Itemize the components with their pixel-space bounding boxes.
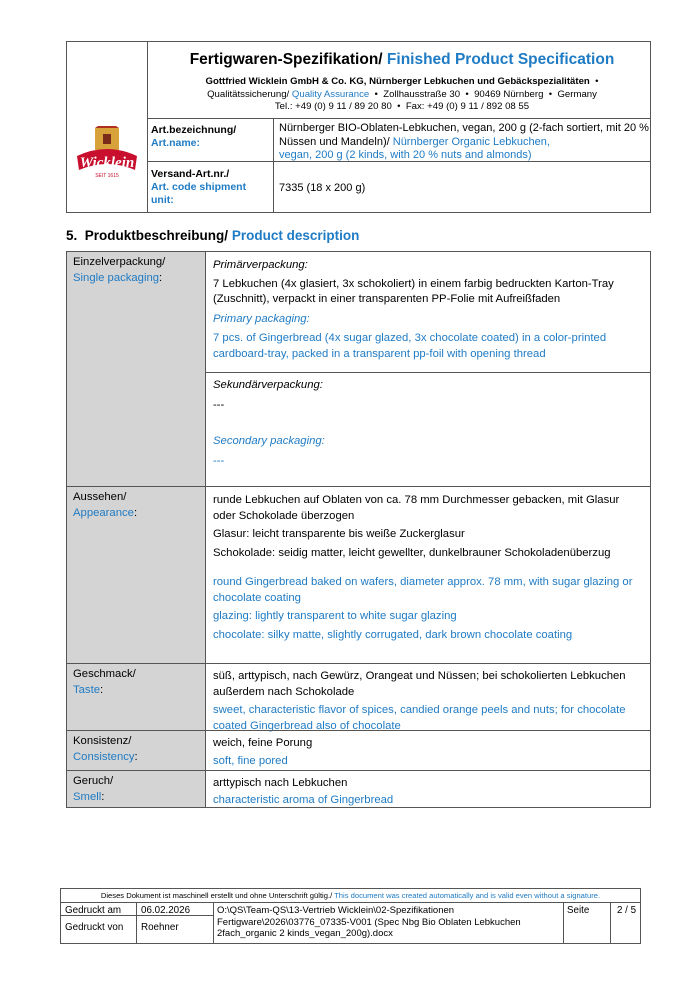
- art-name-value: Nürnberger BIO-Oblaten-Lebkuchen, vegan, 200 g (2-fach sortiert, mit 20 % Nüssen und Mandeln)/ Nürnberger Organic Lebkuchen, vegan, 200 g (2 kinds, with 20 % nuts and almonds): [279, 122, 649, 161]
- svg-text:Wicklein: Wicklein: [79, 155, 135, 171]
- auto-generated-note: Dieses Dokument ist maschinell erstellt und ohne Unterschrift gültig./ This document was created automatically and is valid even without a signature.: [61, 889, 640, 903]
- page-title: Fertigwaren-Spezifikation/ Finished Product Specification: [189, 51, 615, 68]
- consistency-text: weich, feine Porung soft, fine pored: [213, 737, 313, 767]
- section-heading: 5. Produktbeschreibung/ Product description: [66, 228, 360, 243]
- logo-cell: [67, 42, 148, 212]
- taste-text: süß, arttypisch, nach Gewürz, Orangeat und Nüssen; bei schokolierten Lebkuchen außerdem nach Schokolade sweet, characteristic flavor of spices, candied orange peels and nuts; for chocolate coated Gingerbread also of chocolate: [213, 670, 626, 732]
- divider: [273, 118, 274, 212]
- product-description-table: [66, 251, 651, 808]
- divider: [206, 372, 650, 373]
- company-address: Gottfried Wicklein GmbH & Co. KG, Nürnberger Lebkuchen und Gebäckspezialitäten • Qualitätssicherung/ Quality Assurance • Zollhausstraße 30 • 90469 Nürnberg • Germany Tel.: +49 (0) 9 11 / 89 20 80 • Fax: +49 (0) 9 11 / 892 08 55: [205, 76, 599, 112]
- label-cell: [67, 771, 206, 807]
- label-cell: [67, 731, 206, 770]
- printed-by-name: Roehner: [141, 922, 179, 933]
- appearance-label: Aussehen/ Appearance:: [73, 491, 138, 519]
- divider: [136, 902, 137, 943]
- smell-text: arttypisch nach Lebkuchen characteristic aroma of Gingerbread: [213, 777, 394, 806]
- document-footer: [60, 888, 641, 944]
- page-label: Seite: [567, 905, 590, 916]
- printed-on-date: 06.02.2026: [141, 905, 191, 916]
- packaging-label: Einzelverpackung/ Single packaging:: [73, 256, 166, 284]
- document-header: [66, 41, 651, 213]
- file-path: O:\QS\Team-QS\13-Vertrieb Wicklein\02-Spezifikationen Fertigware\2026\03776_07335-V001 (Spec Nbg Bio Oblaten Lebkuchen 2fach_organic 2 kinds_vegan_200g).docx: [217, 905, 521, 939]
- divider: [213, 902, 214, 943]
- printed-by-label: Gedruckt von: [65, 922, 124, 933]
- divider: [563, 902, 564, 943]
- art-name-label: Art.bezeichnung/ Art.name:: [151, 124, 237, 149]
- label-cell: [67, 252, 206, 486]
- svg-text:SEIT 1615: SEIT 1615: [95, 173, 119, 179]
- divider: [610, 902, 611, 943]
- page-number: 2 / 5: [617, 905, 637, 916]
- primary-packaging: Primärverpackung: 7 Lebkuchen (4x glasiert, 3x schokoliert) in einem farbig bedruckten Karton-Tray (Zuschnitt), verpackt in einer transparenten PP-Folie mit Aufreißfaden Primary packaging: 7 pcs. of Gingerbread (4x sugar glazed, 3x chocolate coated) in a color-printed cardboard-tray, packed in a transparent pp-foil with opening thread: [213, 259, 614, 360]
- shipment-code-label: Versand-Art.nr./ Art. code shipment unit:: [151, 168, 247, 206]
- consistency-label: Konsistenz/ Consistency:: [73, 735, 138, 763]
- smell-label: Geruch/ Smell:: [73, 775, 114, 803]
- secondary-packaging: Sekundärverpackung: --- Secondary packaging: ---: [213, 379, 325, 467]
- divider: [147, 118, 651, 119]
- label-cell: [67, 487, 206, 663]
- wicklein-logo: [73, 126, 141, 180]
- appearance-text: runde Lebkuchen auf Oblaten von ca. 78 mm Durchmesser gebacken, mit Glasur oder Schokolade überzogen Glasur: leicht transparente bis weiße Zuckerglasur Schokolade: seidig matter, leicht gewellter, dunkelbrauner Schokoladenüberzug round Gingerbread baked on wafers, diameter approx. 78 mm, with sugar glazing or chocolate coating glazing: lightly transparent to white sugar glazing chocolate: silky matte, slightly corrugated, dark brown chocolate coating: [213, 494, 633, 641]
- taste-label: Geschmack/ Taste:: [73, 668, 136, 696]
- label-cell: [67, 664, 206, 730]
- printed-on-label: Gedruckt am: [65, 905, 122, 916]
- shipment-code-value: 7335 (18 x 200 g): [279, 182, 366, 194]
